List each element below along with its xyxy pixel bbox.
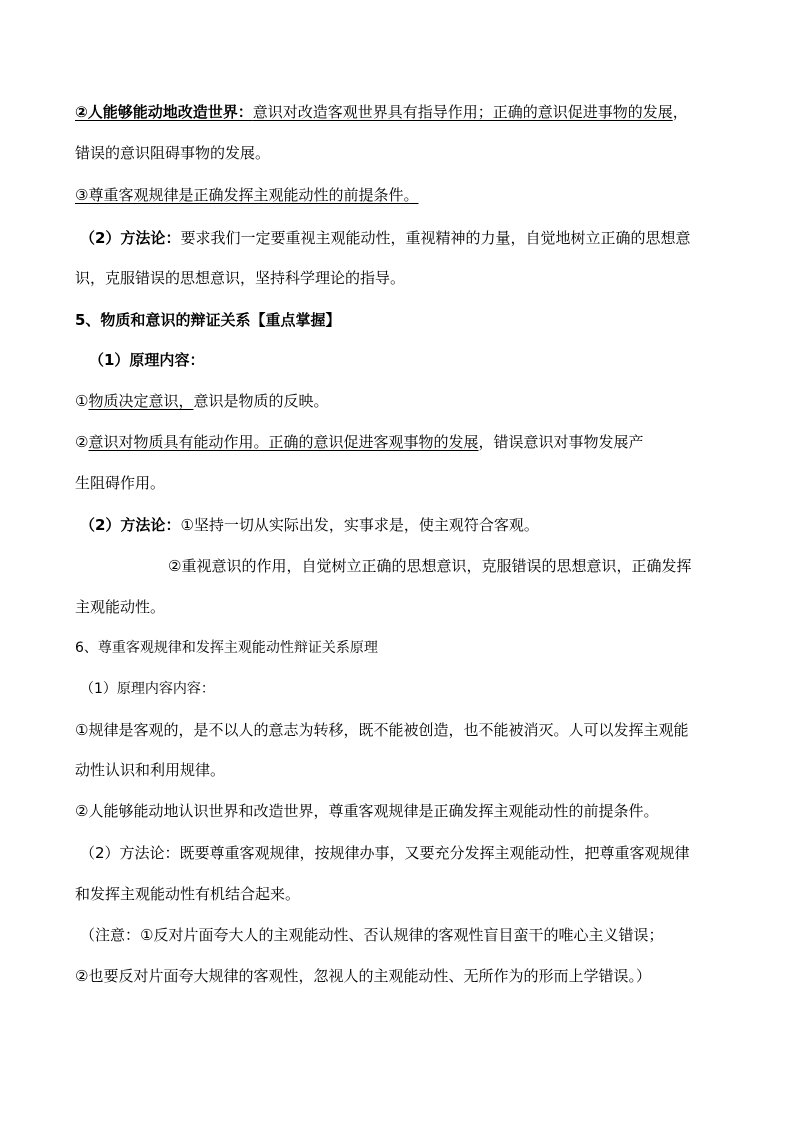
item-text: 意识是物质的反映。 [193,392,329,410]
method-text: 要求我们一定要重视主观能动性，重视精神的力量，自觉地树立正确的思想意 [180,229,691,247]
item-marker: ① [75,392,89,410]
paragraph-practice-line2: 错误的意识阻碍事物的发展。 [75,144,271,162]
underlined-text: 物质决定意识， [88,392,194,410]
subheading-transform-world: ②人能够能动地改造世界： [75,103,253,121]
section-6-item-1-line2: 动性认识和利用规律。 [75,761,226,779]
paragraph-practice-line1 [75,102,688,122]
section-6-item-1-line1: ①规律是客观的，是不以人的意志为转移，既不能被创造，也不能被消灭。人可以发挥主观能 [75,721,689,739]
section-5-item-2-line1 [75,432,643,452]
underlined-text: 意识对物质具有能动作用。正确的意识促进客观事物的发展 [88,433,479,451]
paragraph-method-line2: 识，克服错误的思想意识，坚持科学理论的指导。 [75,269,406,287]
section-5-subheading: （1）原理内容： [89,351,205,369]
section-6-item-2: ②人能够能动地认识世界和改造世界，尊重客观规律是正确发挥主观能动性的前提条件。 [75,802,659,820]
punctuation: ， [672,103,688,121]
section-5-method-line3: 主观能动性。 [75,598,166,616]
section-5-title: 5、物质和意识的辩证关系【重点掌握】 [75,311,341,329]
paragraph-respect-laws: ③尊重客观规律是正确发挥主观能动性的前提条件。 [75,186,419,204]
method-text: ①坚持一切从实际出发，实事求是，使主观符合客观。 [180,516,539,534]
section-5-method-line2: ②重视意识的作用，自觉树立正确的思想意识，克服错误的思想意识，正确发挥 [168,557,692,575]
note-line1: （注意：①反对片面夸大人的主观能动性、否认规律的客观性盲目蛮干的唯心主义错误； [80,926,664,944]
section-5-item-1 [75,391,328,411]
section-6-title: 6、尊重客观规律和发挥主观能动性辩证关系原理 [75,640,378,656]
item-marker: ② [75,433,89,451]
section-5-method-line1 [80,515,539,535]
method-label: （2）方法论： [80,516,181,534]
section-5-item-2-line2: 生阻碍作用。 [75,474,166,492]
item-text: ，错误意识对事物发展产 [478,433,644,451]
note-line2: ②也要反对片面夸大规律的客观性，忽视人的主观能动性、无所作为的形而上学错误。） [75,967,651,985]
section-6-method-line2: 和发挥主观能动性有机结合起来。 [75,885,301,903]
method-label: （2）方法论： [80,229,181,247]
section-6-subheading: （1）原理内容内容： [80,681,215,697]
paragraph-method-line1 [80,228,690,248]
underlined-text: 意识对改造客观世界具有指导作用；正确的意识促进事物的发展 [252,103,673,121]
section-6-method-line1: （2）方法论：既要尊重客观规律，按规律办事，又要充分发挥主观能动性，把尊重客观规律 [80,844,690,862]
